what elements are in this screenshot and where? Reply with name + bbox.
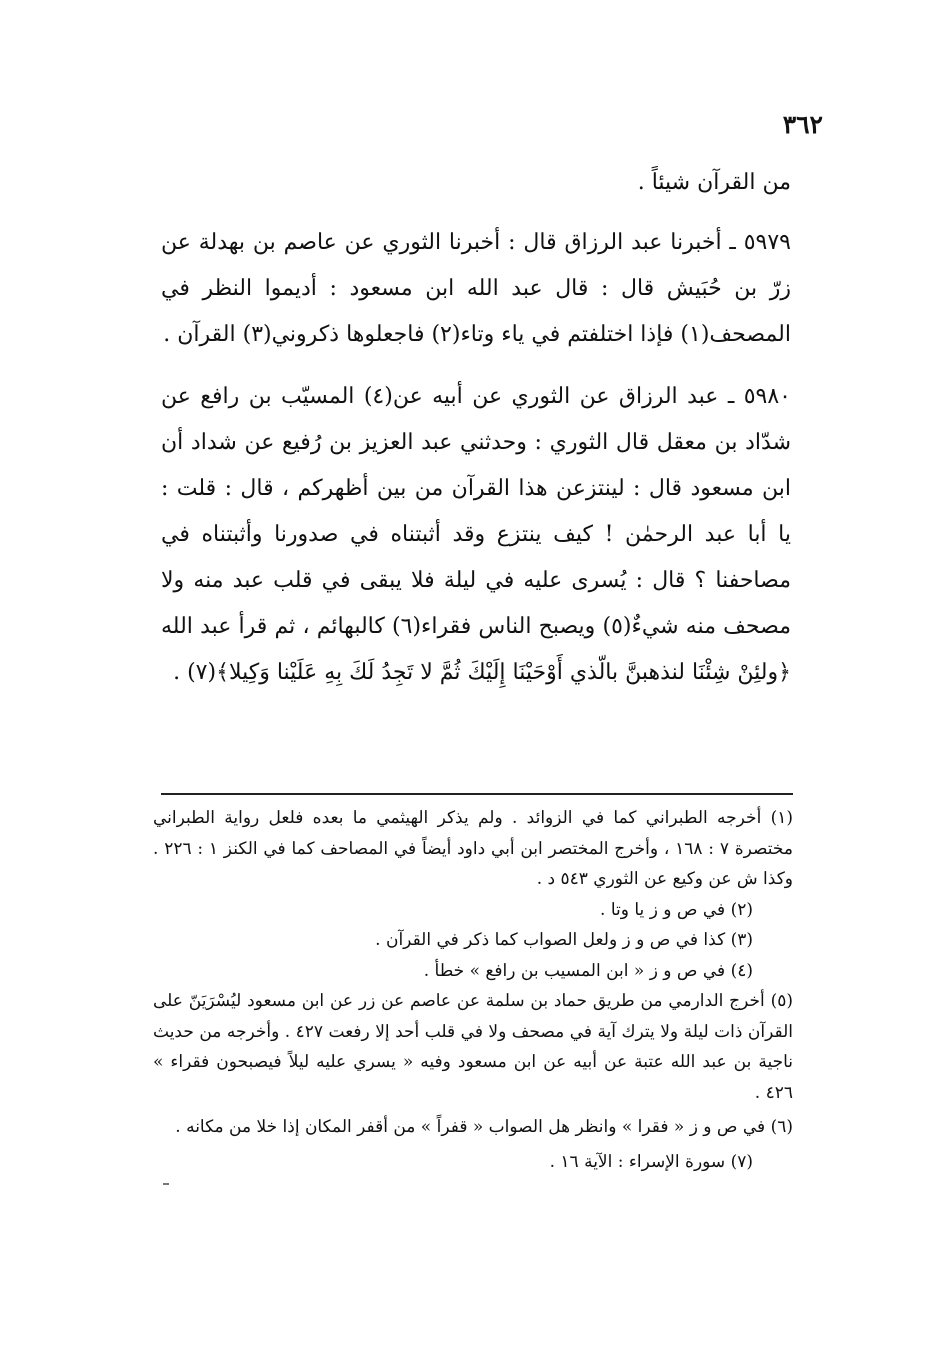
main-text [161, 160, 791, 712]
paragraph-5979: ٥٩٧٩ ـ أخبرنا عبد الرزاق قال : أخبرنا الثوري عن عاصم بن بهدلة عن زرّ بن حُبَيش قال : قال عبد الله ابن مسعود : أديموا النظر في المصحف(١) فإذا اختلفتم في ياء وتاء(٢) فاجعلوها ذكروني(٣) القرآن . [161, 230, 791, 347]
page-number: ٣٦٢ [782, 110, 823, 139]
paragraph-continuation: من القرآن شيئاً . [637, 170, 791, 195]
footnote-4: (٤) في ص و ز « ابن المسيب بن رافع » خطأ . [423, 960, 753, 981]
footnotes [153, 803, 793, 1177]
footnote-7: (٧) سورة الإسراء : الآية ١٦ . [549, 1151, 753, 1172]
footnote-separator [161, 793, 793, 795]
scan-speck [163, 1183, 169, 1185]
footnote-2: (٢) في ص و ز يا وتا . [600, 899, 753, 920]
footnote-6: (٦) في ص و ز « فقرا » وانظر هل الصواب « قفراً » من أقفر المكان إذا خلا من مكانه . [175, 1117, 793, 1137]
paragraph-5980: ٥٩٨٠ ـ عبد الرزاق عن الثوري عن أبيه عن(٤) المسيّب بن رافع عن شدّاد بن معقل قال الثوري : وحدثني عبد العزيز بن رُفيع عن شداد أن ابن مسعود قال : لينتزعن هذا القرآن من بين أظهركم ، قال : قلت : يا أبا عبد الرحمٰن ! كيف ينتزع وقد أثبتناه في صدورنا وأثبتناه في مصاحفنا ؟ قال : يُسرى عليه في ليلة فلا يبقى في قلب عبد منه ولا مصحف منه شيءٌ(٥) ويصبح الناس فقراء(٦) كالبهائم ، ثم قرأ عبد الله ﴿ولئِنْ شِئْنَا لنذهبنَّ بالّذي أَوْحَيْنَا إِلَيْكَ ثُمَّ لا تَجِدُ لَكَ بِهِ عَلَيْنا وَكِيلا﴾(٧) . [161, 384, 791, 685]
footnote-5: (٥) أخرج الدارمي من طريق حماد بن سلمة عن عاصم عن زر عن ابن مسعود ليُسْرَيَنّ على القرآن ذات ليلة ولا يترك آية في مصحف ولا في قلب أحد إلا رفعت ٤٢٧ . وأخرجه من حديث ناجية بن عبد الله عتبة عن أبيه عن ابن مسعود وفيه « يسري عليه ليلاً فيصبحون فقراء » ٤٢٦ . [153, 991, 793, 1103]
footnote-3: (٣) كذا في ص و ز ولعل الصواب كما ذكر في القرآن . [375, 930, 753, 950]
footnote-1: (١) أخرجه الطبراني كما في الزوائد . ولم يذكر الهيثمي ما بعده فلعل رواية الطبراني مختصرة ٧ : ١٦٨ ، وأخرج المختصر ابن أبي داود أيضاً في المصاحف كما في الكنز ١ : ٢٢٦ . وكذا ش عن وكيع عن الثوري ٥٤٣ د . [153, 808, 793, 889]
